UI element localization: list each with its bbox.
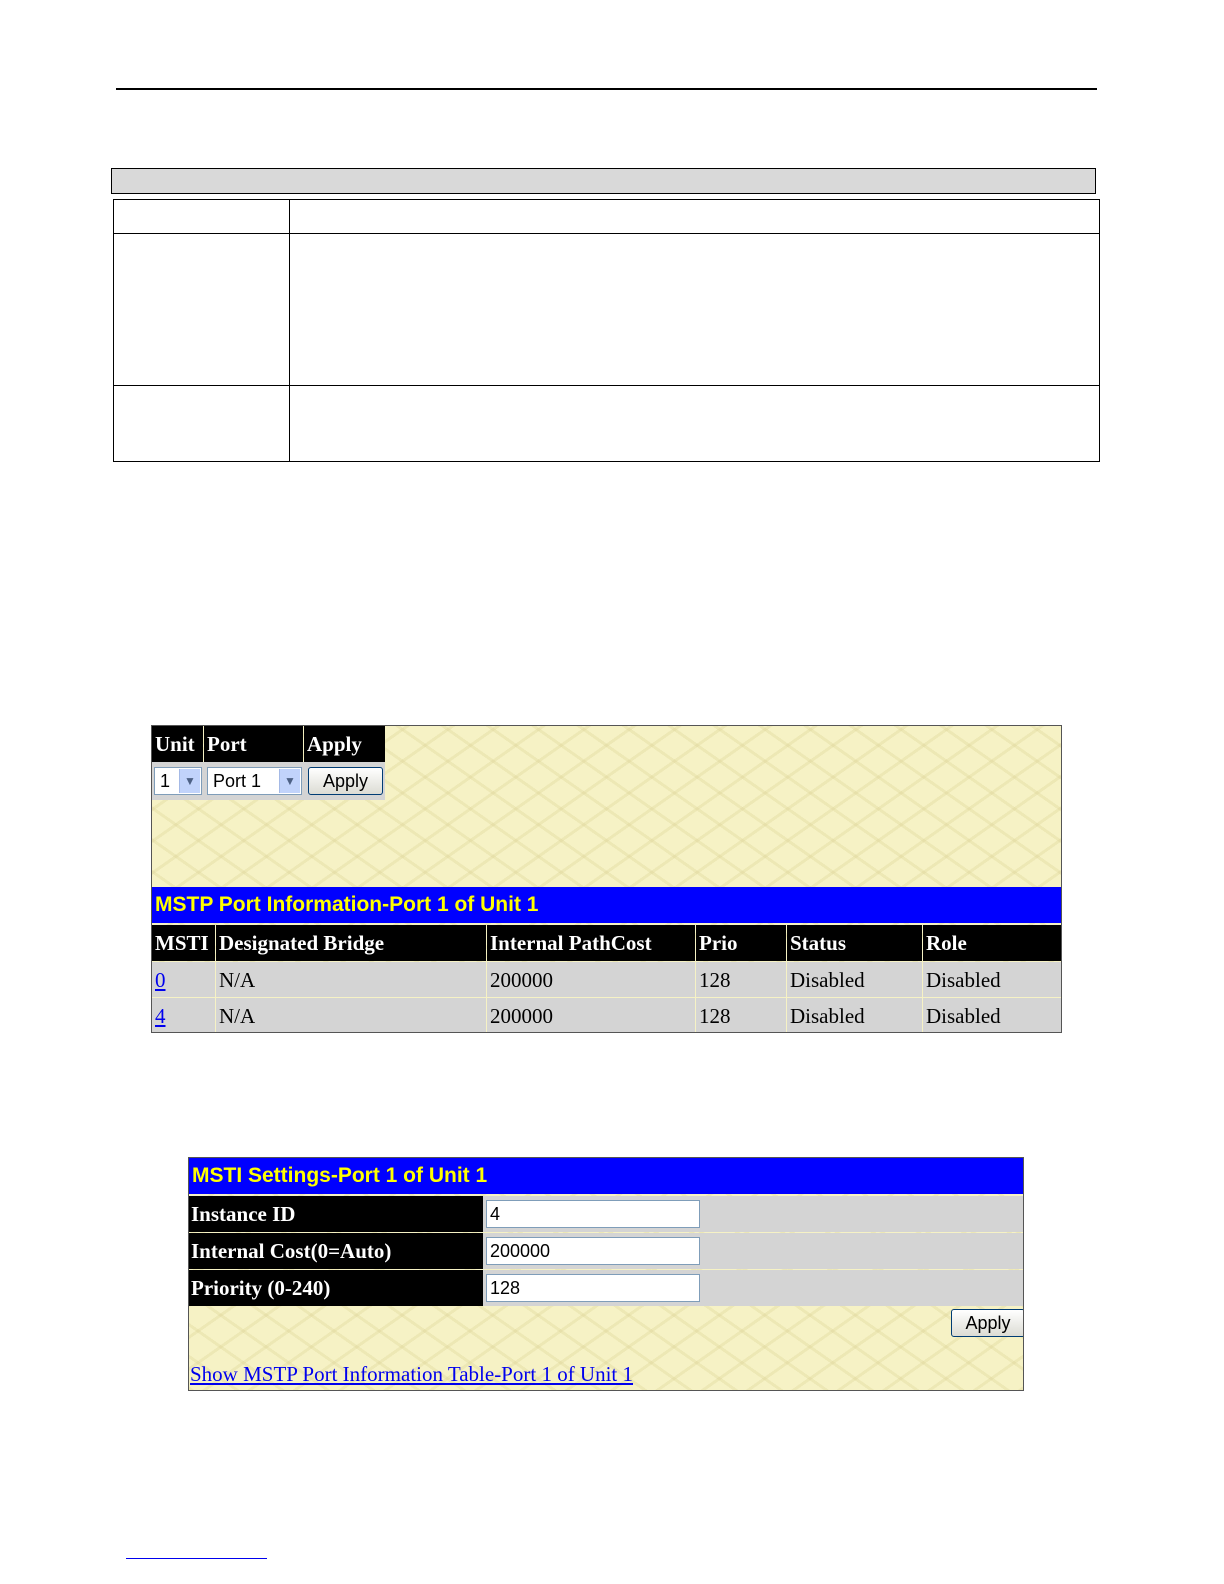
msti-settings-panel	[188, 1157, 1024, 1391]
description-table	[113, 199, 1100, 462]
msti-link-0[interactable]: 0	[155, 968, 166, 992]
unit-select-value: 1	[160, 771, 171, 791]
port-select[interactable]	[207, 767, 302, 795]
msti-settings-title: MSTI Settings-Port 1 of Unit 1	[189, 1158, 1023, 1194]
internal-cost-input[interactable]	[486, 1237, 700, 1265]
table-row	[152, 962, 1061, 998]
chevron-down-icon: ▼	[279, 769, 300, 793]
msti-apply-button[interactable]: Apply	[951, 1309, 1024, 1337]
unit-header: Unit	[152, 726, 203, 762]
show-port-info-table-link[interactable]: Show MSTP Port Information Table-Port 1 of Unit 1	[190, 1362, 634, 1386]
col-internal-pathcost: Internal PathCost	[487, 925, 695, 961]
priority-input[interactable]	[486, 1274, 700, 1302]
cell-status: Disabled	[790, 1004, 865, 1028]
top-rule	[116, 88, 1097, 90]
cell-internal-pathcost: 200000	[490, 968, 553, 992]
apply-header: Apply	[304, 726, 385, 762]
cell-role: Disabled	[926, 1004, 1001, 1028]
cell-designated-bridge: N/A	[219, 968, 256, 992]
port-select-value: Port 1	[213, 771, 262, 791]
port-header: Port	[204, 726, 303, 762]
cell-prio: 128	[699, 968, 731, 992]
priority-row	[189, 1270, 1023, 1306]
table-row	[152, 998, 1061, 1033]
apply-button[interactable]: Apply	[308, 767, 383, 795]
unit-select[interactable]	[154, 767, 202, 795]
cell-designated-bridge: N/A	[219, 1004, 256, 1028]
col-msti: MSTI	[152, 925, 215, 961]
table-header-row	[152, 925, 1061, 961]
cell-role: Disabled	[926, 968, 1001, 992]
col-prio: Prio	[696, 925, 786, 961]
msti-link-4[interactable]: 4	[155, 1004, 166, 1028]
footer-link-underline	[126, 1558, 267, 1559]
chevron-down-icon: ▼	[179, 769, 200, 793]
internal-cost-row	[189, 1233, 1023, 1269]
col-role: Role	[923, 925, 1061, 961]
col-status: Status	[787, 925, 922, 961]
instance-id-row	[189, 1196, 1023, 1232]
instance-id-label: Instance ID	[189, 1196, 483, 1232]
port-info-title: MSTP Port Information-Port 1 of Unit 1	[152, 887, 1061, 923]
cell-status: Disabled	[790, 968, 865, 992]
cell-internal-pathcost: 200000	[490, 1004, 553, 1028]
instance-id-input[interactable]	[486, 1200, 700, 1228]
table-header-bar	[111, 168, 1096, 194]
cell-prio: 128	[699, 1004, 731, 1028]
internal-cost-label: Internal Cost(0=Auto)	[189, 1233, 483, 1269]
priority-label: Priority (0-240)	[189, 1270, 483, 1306]
mstp-port-info-panel	[151, 725, 1062, 1033]
col-designated-bridge: Designated Bridge	[216, 925, 486, 961]
